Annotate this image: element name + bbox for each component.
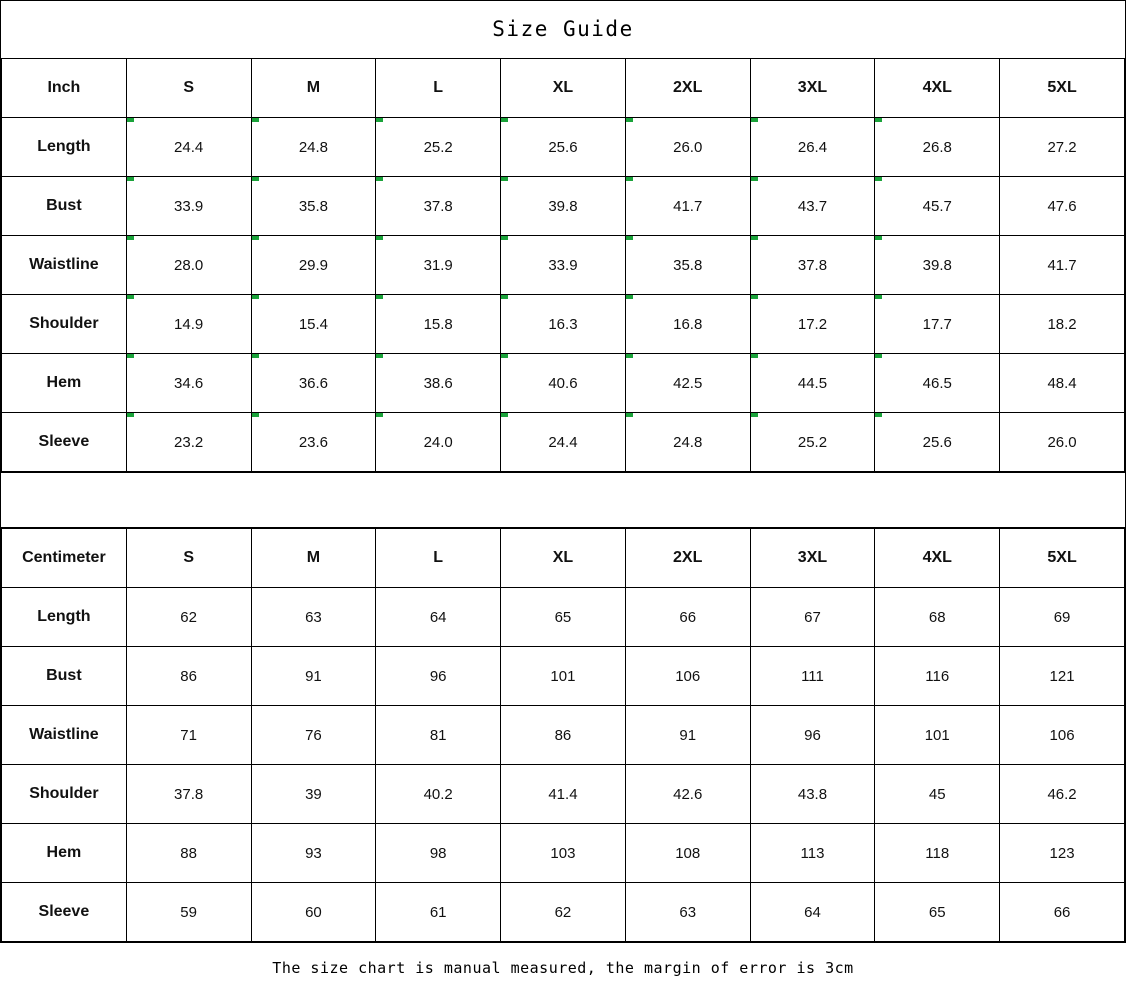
page-title: Size Guide [492,17,634,41]
column-header-l: L [376,59,501,118]
cell-inch-sleeve-2xl: 24.8 [625,413,750,472]
cell-cm-bust-4xl: 116 [875,647,1000,706]
cell-inch-shoulder-5xl: 18.2 [1000,295,1125,354]
column-header-3xl: 3XL [750,529,875,588]
table-header-row [2,59,1125,118]
cell-cm-sleeve-4xl: 65 [875,883,1000,942]
cell-inch-sleeve-s: 23.2 [126,413,251,472]
cell-inch-waistline-4xl: 39.8 [875,236,1000,295]
cell-inch-length-4xl: 26.8 [875,118,1000,177]
cell-inch-bust-l: 37.8 [376,177,501,236]
cell-cm-sleeve-2xl: 63 [625,883,750,942]
cell-inch-bust-xl: 39.8 [501,177,626,236]
row-label-shoulder: Shoulder [2,765,127,824]
row-label-hem: Hem [2,354,127,413]
table-row [2,647,1125,706]
cell-cm-bust-3xl: 111 [750,647,875,706]
cell-cm-shoulder-xl: 41.4 [501,765,626,824]
cell-inch-shoulder-3xl: 17.2 [750,295,875,354]
column-header-5xl: 5XL [1000,59,1125,118]
cell-cm-shoulder-3xl: 43.8 [750,765,875,824]
cell-inch-bust-5xl: 47.6 [1000,177,1125,236]
unit-label-centimeter: Centimeter [2,529,127,588]
cell-cm-length-2xl: 66 [625,588,750,647]
cell-cm-hem-xl: 103 [501,824,626,883]
row-label-shoulder: Shoulder [2,295,127,354]
cell-inch-sleeve-m: 23.6 [251,413,376,472]
cell-inch-shoulder-l: 15.8 [376,295,501,354]
column-header-s: S [126,59,251,118]
table-row [2,588,1125,647]
row-label-length: Length [2,588,127,647]
cell-cm-sleeve-l: 61 [376,883,501,942]
cell-cm-waistline-5xl: 106 [1000,706,1125,765]
cell-inch-shoulder-s: 14.9 [126,295,251,354]
cell-cm-hem-l: 98 [376,824,501,883]
table-row [2,295,1125,354]
column-header-3xl: 3XL [750,59,875,118]
cell-inch-waistline-xl: 33.9 [501,236,626,295]
row-label-length: Length [2,118,127,177]
cell-inch-waistline-m: 29.9 [251,236,376,295]
cell-cm-bust-xl: 101 [501,647,626,706]
column-header-2xl: 2XL [625,59,750,118]
cell-cm-waistline-3xl: 96 [750,706,875,765]
cell-cm-waistline-m: 76 [251,706,376,765]
column-header-m: M [251,529,376,588]
row-label-bust: Bust [2,177,127,236]
cell-inch-shoulder-4xl: 17.7 [875,295,1000,354]
cell-inch-sleeve-4xl: 25.6 [875,413,1000,472]
cell-inch-hem-s: 34.6 [126,354,251,413]
cell-inch-length-s: 24.4 [126,118,251,177]
cell-cm-hem-3xl: 113 [750,824,875,883]
cell-inch-sleeve-l: 24.0 [376,413,501,472]
cell-inch-bust-4xl: 45.7 [875,177,1000,236]
cell-cm-length-xl: 65 [501,588,626,647]
cell-cm-hem-m: 93 [251,824,376,883]
cell-cm-length-m: 63 [251,588,376,647]
cell-cm-waistline-xl: 86 [501,706,626,765]
cell-inch-shoulder-2xl: 16.8 [625,295,750,354]
cell-inch-bust-s: 33.9 [126,177,251,236]
cell-cm-bust-l: 96 [376,647,501,706]
table-row [2,236,1125,295]
cell-inch-length-l: 25.2 [376,118,501,177]
cell-inch-waistline-s: 28.0 [126,236,251,295]
cell-inch-length-3xl: 26.4 [750,118,875,177]
inch-size-table [1,58,1125,472]
cell-inch-hem-4xl: 46.5 [875,354,1000,413]
cell-inch-hem-5xl: 48.4 [1000,354,1125,413]
column-header-4xl: 4XL [875,59,1000,118]
cell-cm-hem-2xl: 108 [625,824,750,883]
cell-cm-length-l: 64 [376,588,501,647]
cell-cm-waistline-s: 71 [126,706,251,765]
cell-cm-length-3xl: 67 [750,588,875,647]
cell-cm-sleeve-m: 60 [251,883,376,942]
row-label-waistline: Waistline [2,236,127,295]
row-label-sleeve: Sleeve [2,883,127,942]
cell-cm-hem-s: 88 [126,824,251,883]
centimeter-size-table [1,528,1125,942]
cell-inch-hem-l: 38.6 [376,354,501,413]
cell-inch-hem-m: 36.6 [251,354,376,413]
cell-cm-shoulder-l: 40.2 [376,765,501,824]
cell-cm-shoulder-2xl: 42.6 [625,765,750,824]
cell-cm-sleeve-xl: 62 [501,883,626,942]
cell-cm-waistline-l: 81 [376,706,501,765]
column-header-l: L [376,529,501,588]
cell-inch-bust-m: 35.8 [251,177,376,236]
cell-inch-waistline-5xl: 41.7 [1000,236,1125,295]
cell-inch-length-xl: 25.6 [501,118,626,177]
column-header-s: S [126,529,251,588]
cell-inch-sleeve-3xl: 25.2 [750,413,875,472]
cell-inch-waistline-l: 31.9 [376,236,501,295]
cell-cm-bust-s: 86 [126,647,251,706]
cell-cm-waistline-2xl: 91 [625,706,750,765]
cell-cm-shoulder-4xl: 45 [875,765,1000,824]
cell-cm-sleeve-5xl: 66 [1000,883,1125,942]
cell-inch-waistline-2xl: 35.8 [625,236,750,295]
table-row [2,824,1125,883]
row-label-waistline: Waistline [2,706,127,765]
cell-cm-length-4xl: 68 [875,588,1000,647]
cell-cm-shoulder-5xl: 46.2 [1000,765,1125,824]
table-row [2,706,1125,765]
cell-cm-length-5xl: 69 [1000,588,1125,647]
cell-inch-hem-xl: 40.6 [501,354,626,413]
table-header-row [2,529,1125,588]
column-header-xl: XL [501,59,626,118]
table-row [2,765,1125,824]
cell-inch-length-m: 24.8 [251,118,376,177]
table-row [2,413,1125,472]
cell-inch-length-2xl: 26.0 [625,118,750,177]
table-row [2,354,1125,413]
cell-inch-shoulder-xl: 16.3 [501,295,626,354]
cell-cm-hem-4xl: 118 [875,824,1000,883]
row-label-sleeve: Sleeve [2,413,127,472]
cell-inch-waistline-3xl: 37.8 [750,236,875,295]
cell-inch-sleeve-5xl: 26.0 [1000,413,1125,472]
table-separator [1,472,1125,528]
cell-inch-bust-3xl: 43.7 [750,177,875,236]
cell-cm-length-s: 62 [126,588,251,647]
table-row [2,118,1125,177]
cell-inch-bust-2xl: 41.7 [625,177,750,236]
cell-cm-sleeve-3xl: 64 [750,883,875,942]
column-header-m: M [251,59,376,118]
cell-cm-hem-5xl: 123 [1000,824,1125,883]
cell-inch-length-5xl: 27.2 [1000,118,1125,177]
cell-inch-hem-2xl: 42.5 [625,354,750,413]
cell-cm-shoulder-m: 39 [251,765,376,824]
table-row [2,177,1125,236]
cell-cm-sleeve-s: 59 [126,883,251,942]
unit-label-inch: Inch [2,59,127,118]
cell-cm-shoulder-s: 37.8 [126,765,251,824]
column-header-2xl: 2XL [625,529,750,588]
cell-inch-shoulder-m: 15.4 [251,295,376,354]
cell-cm-bust-m: 91 [251,647,376,706]
cell-cm-bust-5xl: 121 [1000,647,1125,706]
cell-cm-bust-2xl: 106 [625,647,750,706]
cell-inch-sleeve-xl: 24.4 [501,413,626,472]
column-header-5xl: 5XL [1000,529,1125,588]
row-label-hem: Hem [2,824,127,883]
cell-cm-waistline-4xl: 101 [875,706,1000,765]
column-header-xl: XL [501,529,626,588]
measurement-disclaimer: The size chart is manual measured, the margin of error is 3cm [272,959,854,977]
table-row [2,883,1125,942]
cell-inch-hem-3xl: 44.5 [750,354,875,413]
row-label-bust: Bust [2,647,127,706]
column-header-4xl: 4XL [875,529,1000,588]
